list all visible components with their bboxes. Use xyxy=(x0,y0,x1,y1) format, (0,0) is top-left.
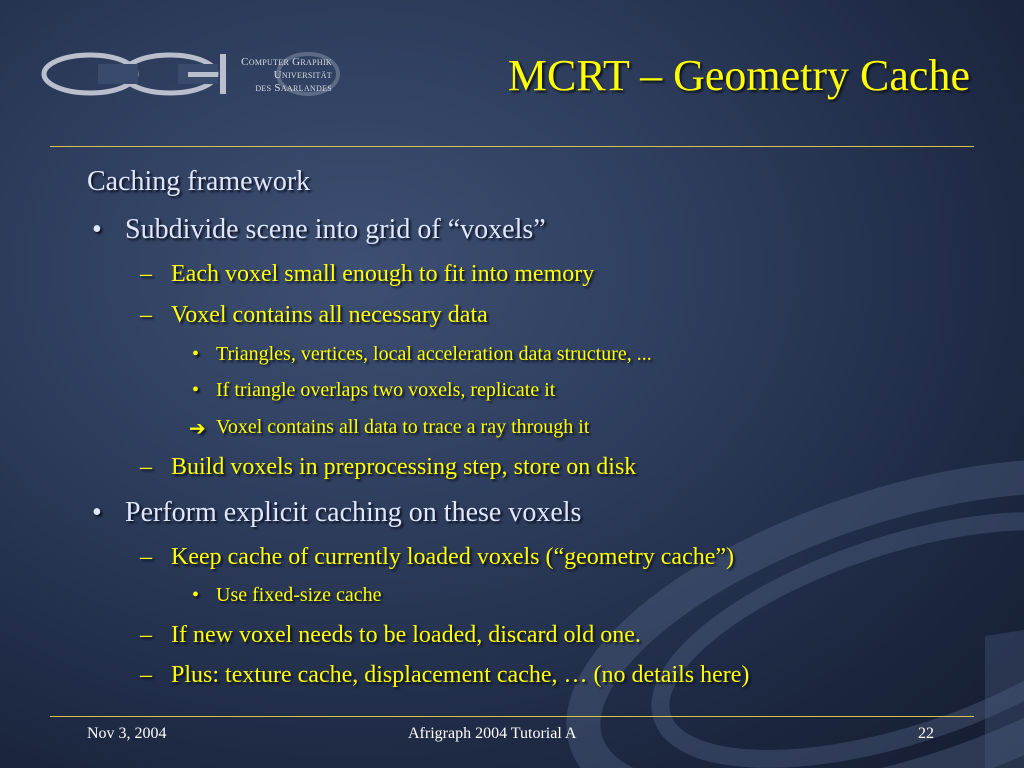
sub-new-voxel: If new voxel needs to be loaded, discard old one. xyxy=(171,622,641,648)
slide-title: MCRT – Geometry Cache xyxy=(507,51,970,100)
footer-page-number: 22 xyxy=(918,725,934,742)
sub-keep-cache: Keep cache of currently loaded voxels (“geometry cache”) xyxy=(171,544,735,570)
sub-voxel-contains: Voxel contains all necessary data xyxy=(171,302,488,328)
logo-text xyxy=(200,56,332,95)
sub-each-voxel: Each voxel small enough to fit into memory xyxy=(171,261,595,287)
heading-caching-framework: Caching framework xyxy=(87,166,311,197)
bullet-marker: • xyxy=(192,343,200,365)
item-triangles: Triangles, vertices, local acceleration data structure, ... xyxy=(216,343,652,365)
logo-line-3: des Saarlandes xyxy=(255,82,332,94)
bullet-marker: • xyxy=(92,214,102,245)
title-divider xyxy=(50,146,974,147)
bullet-subdivide-scene: Subdivide scene into grid of “voxels” xyxy=(125,214,546,245)
bullet-perform-caching: Perform explicit caching on these voxels xyxy=(125,497,582,528)
logo-line-2: Universität xyxy=(273,69,332,81)
logo-line-1: Computer Graphik xyxy=(241,56,332,68)
bullet-marker: • xyxy=(192,584,200,606)
arrow-icon: ➔ xyxy=(189,418,206,440)
item-triangle-overlaps: If triangle overlaps two voxels, replicate it xyxy=(216,379,556,401)
dash-marker: – xyxy=(140,662,152,688)
item-voxel-contains-all: Voxel contains all data to trace a ray through it xyxy=(216,416,590,438)
sub-plus-texture-cache: Plus: texture cache, displacement cache, … (no details here) xyxy=(171,662,750,688)
dash-marker: – xyxy=(140,261,152,287)
bullet-marker: • xyxy=(92,497,102,528)
dash-marker: – xyxy=(140,622,152,648)
dash-marker: – xyxy=(140,302,152,328)
sub-build-voxels: Build voxels in preprocessing step, store on disk xyxy=(171,454,637,480)
item-fixed-size-cache: Use fixed-size cache xyxy=(216,584,382,606)
dash-marker: – xyxy=(140,454,152,480)
bullet-marker: • xyxy=(192,379,200,401)
dash-marker: – xyxy=(140,544,152,570)
footer-date: Nov 3, 2004 xyxy=(87,725,167,742)
footer-divider xyxy=(50,716,974,717)
footer-event: Afrigraph 2004 Tutorial A xyxy=(408,725,577,742)
